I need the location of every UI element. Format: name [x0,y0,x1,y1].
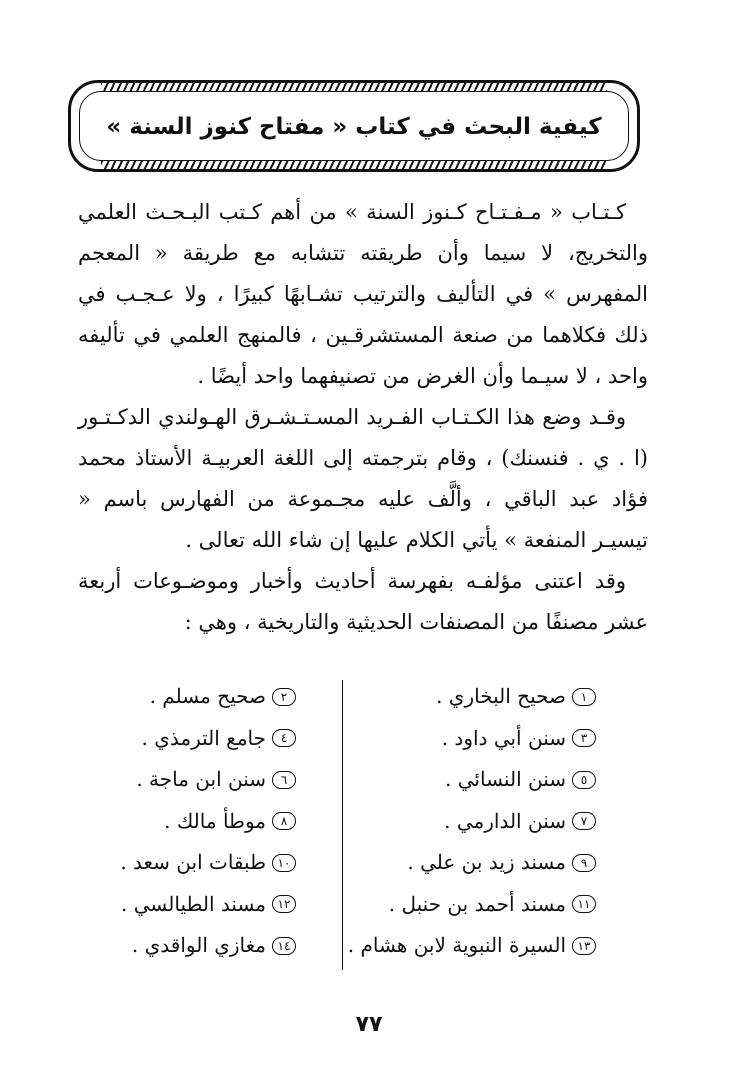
paragraph-2: وقـد وضع هذا الكـتـاب الفـريد المسـتـشـرق الهـولندي الدكـتـور (ا . ي . فنسنك) ، وقام بترجمته إلى اللغة العربيـة الأستاذ محمد فؤاد عبد الباقي ، وألَّف عليه مجـموعة من الفهارس باسم « تيسيـر المنفعة » يأتي الكلام عليها إن شاء الله تعالى . [78,405,648,552]
list-item [96,718,296,760]
books-list [120,676,640,971]
book-name: سنن الدارمي . [444,808,566,833]
item-number-badge: ٤ [272,729,296,747]
item-number-badge: ١٣ [572,937,596,955]
item-number-badge: ٩ [572,854,596,872]
item-number-badge: ١٠ [272,854,296,872]
page-title: كيفية البحث في كتاب « مفتاح كنوز السنة » [106,114,602,140]
list-item [346,842,596,884]
book-name: السيرة النبوية لابن هشام . [347,933,566,957]
frame-stripe-bottom [101,161,607,171]
body-text [78,192,648,643]
list-item [346,801,596,843]
list-item [96,676,296,718]
item-number-badge: ١ [572,688,596,706]
column-divider [342,680,343,970]
frame-stripe-top [101,81,607,91]
item-number-badge: ٥ [572,771,596,789]
page-number: ٧٧ [355,1012,383,1037]
item-number-badge: ٢ [272,688,296,706]
paragraph-1: كـتـاب « مـفـتـاح كـنوز السنة » من أهم كـتب البـحـث العلمي والتخريج، لا سيما وأن طريقته تتشابه مع طريقة « المعجم المفهرس » في التأليف والترتيب تشـابهًا كبيرًا ، ولا عـجـب في ذلك فكلاهما من صنعة المستشرقـين ، فالمنهج العلمي في تأليفه واحد ، لا سيـما وأن الغرض من تصنيفهما واحد أيضًا . [78,200,648,388]
item-number-badge: ١٢ [272,895,296,913]
item-number-badge: ١١ [572,895,596,913]
item-number-badge: ٣ [572,729,596,747]
item-number-badge: ٨ [272,812,296,830]
book-name: مسند الطيالسي . [121,891,266,916]
list-item [346,759,596,801]
list-item [346,925,596,967]
list-item [96,759,296,801]
books-column-left [96,676,296,967]
list-item [96,842,296,884]
book-name: سنن ابن ماجة . [136,767,266,791]
list-item [96,801,296,843]
book-name: مسند أحمد بن حنبل . [388,891,566,916]
list-item [346,676,596,718]
title-frame [68,80,640,172]
list-item [346,884,596,926]
book-name: جامع الترمذي . [141,725,266,750]
books-column-right [346,676,596,967]
item-number-badge: ٧ [572,812,596,830]
list-item [96,925,296,967]
book-name: سنن أبي داود . [441,725,566,750]
list-item [346,718,596,760]
paragraph-3: وقد اعتنى مؤلفـه بفهرسة أحاديث وأخبار وموضـوعات أربعة عشر مصنفًا من المصنفات الحديثية والتاريخية ، وهي : [78,569,648,634]
book-name: مسند زيد بن علي . [407,850,566,874]
item-number-badge: ١٤ [272,937,296,955]
book-name: طبقات ابن سعد . [120,850,266,874]
book-name: مغازي الواقدي . [131,933,266,957]
list-item [96,884,296,926]
book-name: موطأ مالك . [164,808,266,833]
book-name: سنن النسائي . [445,767,566,791]
book-name: صحيح مسلم . [149,684,266,708]
book-name: صحيح البخاري . [436,684,566,708]
item-number-badge: ٦ [272,771,296,789]
